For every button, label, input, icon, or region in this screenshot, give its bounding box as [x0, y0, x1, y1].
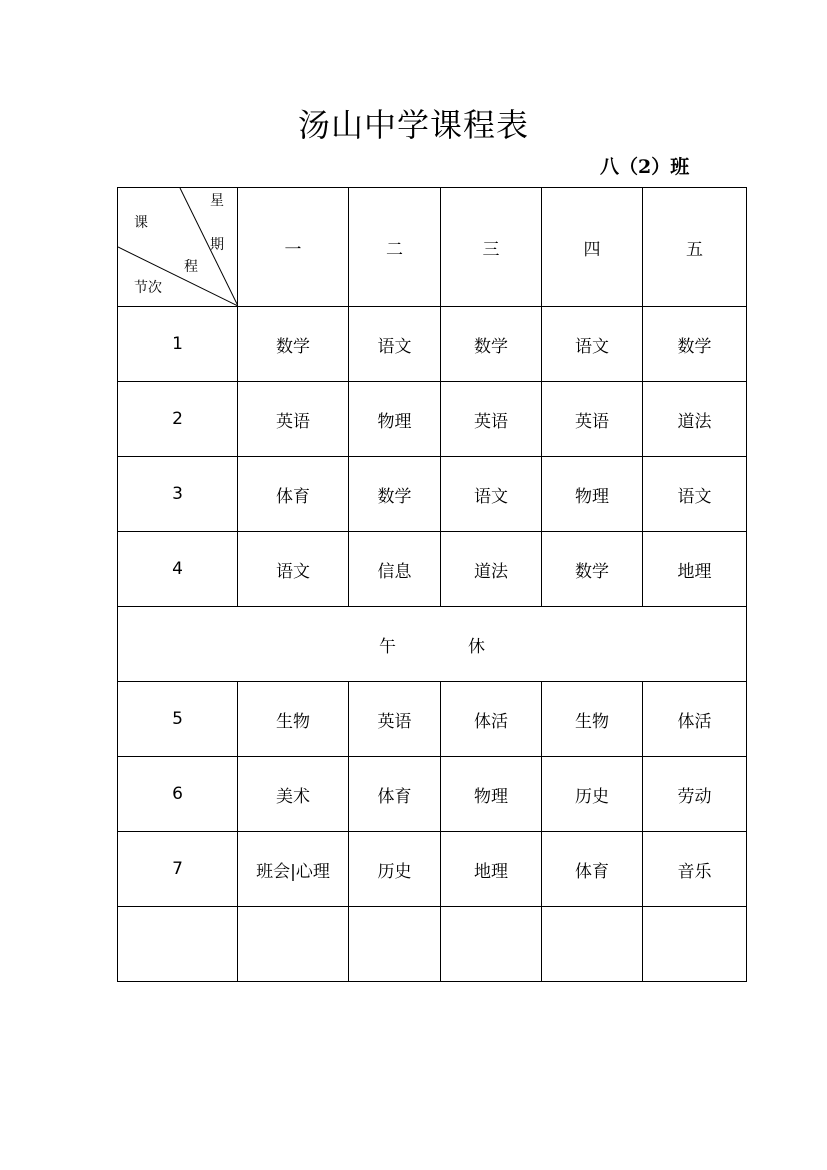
table-row [118, 382, 747, 457]
course-cell: 体育 [238, 457, 349, 532]
corner-qi: 期 [210, 237, 224, 253]
period-number: 2 [118, 382, 238, 457]
course-cell: 体育 [349, 757, 441, 832]
corner-cell [118, 188, 238, 307]
course-cell: 音乐 [643, 832, 747, 907]
empty-cell [542, 907, 643, 982]
table-row [118, 457, 747, 532]
course-cell: 体活 [643, 682, 747, 757]
period-number: 7 [118, 832, 238, 907]
empty-cell [643, 907, 747, 982]
lunch-xiu: 休 [468, 636, 485, 657]
table-row [118, 757, 747, 832]
course-cell: 历史 [542, 757, 643, 832]
corner-ke: 课 [134, 215, 148, 231]
table-row [118, 532, 747, 607]
course-cell: 语文 [643, 457, 747, 532]
corner-xing: 星 [210, 193, 224, 209]
day-header: 五 [643, 188, 747, 307]
course-cell: 体育 [542, 832, 643, 907]
schedule-table [117, 187, 747, 982]
course-cell: 语文 [441, 457, 542, 532]
course-cell: 物理 [441, 757, 542, 832]
period-number: 6 [118, 757, 238, 832]
course-cell: 地理 [643, 532, 747, 607]
course-cell: 英语 [542, 382, 643, 457]
course-cell: 数学 [238, 307, 349, 382]
course-cell: 物理 [542, 457, 643, 532]
course-cell: 班会|心理 [238, 832, 349, 907]
lunch-row [118, 607, 747, 682]
corner-cheng: 程 [184, 259, 198, 275]
header-row [118, 188, 747, 307]
class-label: 八（2）班 [600, 156, 690, 178]
course-cell: 劳动 [643, 757, 747, 832]
empty-cell [349, 907, 441, 982]
table-row [118, 832, 747, 907]
course-cell: 数学 [643, 307, 747, 382]
empty-cell [441, 907, 542, 982]
course-cell: 历史 [349, 832, 441, 907]
course-cell: 道法 [441, 532, 542, 607]
period-number: 5 [118, 682, 238, 757]
empty-row [118, 907, 747, 982]
course-cell: 美术 [238, 757, 349, 832]
course-cell: 语文 [349, 307, 441, 382]
course-cell: 数学 [542, 532, 643, 607]
empty-cell [118, 907, 238, 982]
day-header: 二 [349, 188, 441, 307]
course-cell: 地理 [441, 832, 542, 907]
lunch-wu: 午 [379, 636, 396, 657]
day-header: 四 [542, 188, 643, 307]
corner-jieci: 节次 [134, 280, 162, 296]
day-header: 一 [238, 188, 349, 307]
empty-cell [238, 907, 349, 982]
course-cell: 信息 [349, 532, 441, 607]
period-number: 4 [118, 532, 238, 607]
course-cell: 英语 [238, 382, 349, 457]
course-cell: 道法 [643, 382, 747, 457]
course-cell: 数学 [349, 457, 441, 532]
period-number: 1 [118, 307, 238, 382]
table-row [118, 307, 747, 382]
lunch-break-cell [118, 607, 747, 682]
course-cell: 数学 [441, 307, 542, 382]
course-cell: 英语 [349, 682, 441, 757]
course-cell: 体活 [441, 682, 542, 757]
course-cell: 生物 [238, 682, 349, 757]
page-title: 汤山中学课程表 [297, 106, 529, 144]
course-cell: 物理 [349, 382, 441, 457]
course-cell: 英语 [441, 382, 542, 457]
day-header: 三 [441, 188, 542, 307]
course-cell: 语文 [542, 307, 643, 382]
table-row [118, 682, 747, 757]
course-cell: 语文 [238, 532, 349, 607]
period-number: 3 [118, 457, 238, 532]
course-cell: 生物 [542, 682, 643, 757]
